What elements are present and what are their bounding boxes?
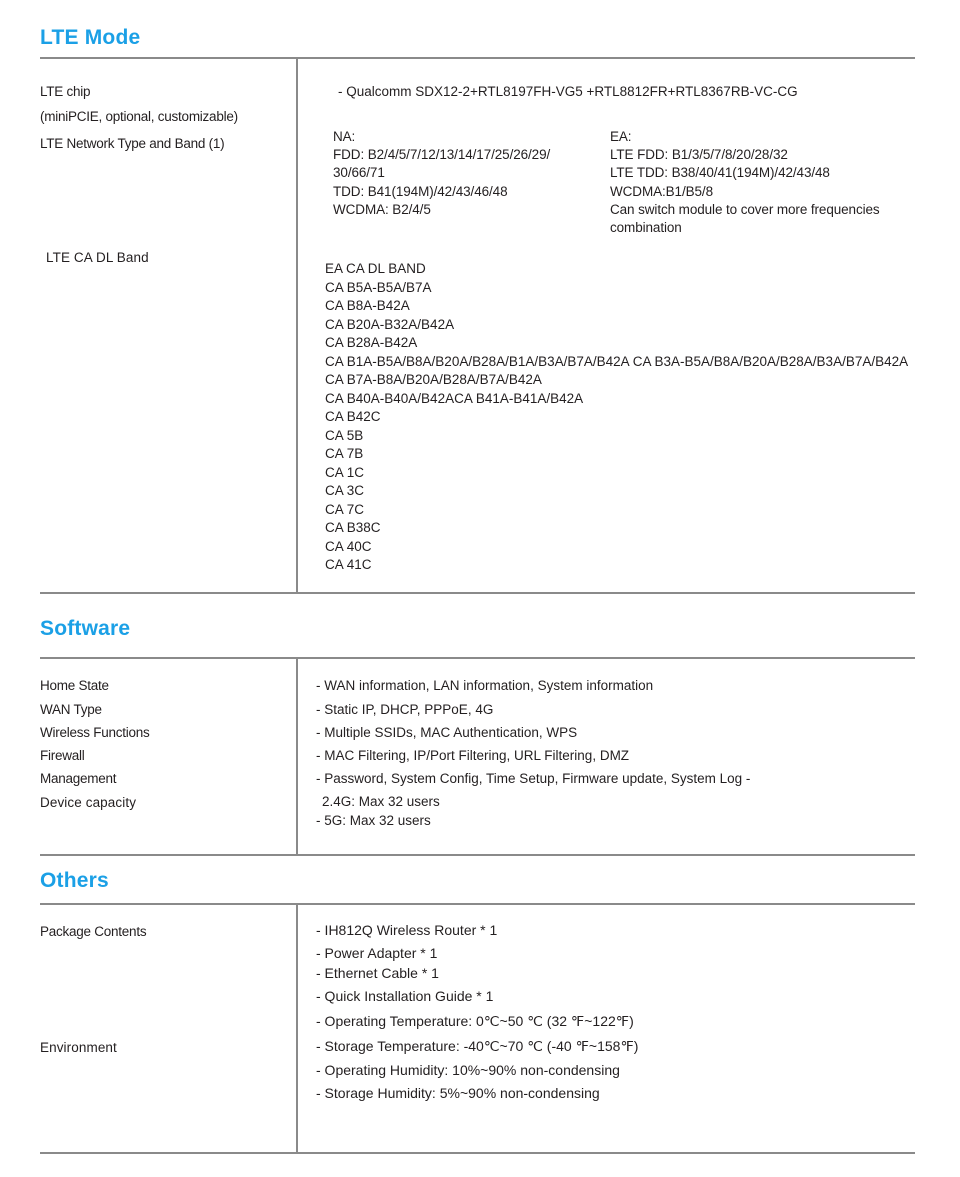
value-package-quick-guide: - Quick Installation Guide * 1 <box>316 988 494 1004</box>
ca-line-1: CA B5A-B5A/B7A <box>325 279 432 295</box>
rule-software-bottom <box>40 854 915 856</box>
ca-line-2: CA B8A-B42A <box>325 298 410 313</box>
divider-lte <box>296 59 298 593</box>
ea-line-4: combination <box>610 220 682 236</box>
ca-line-11: CA 1C <box>325 464 365 480</box>
value-operating-humidity: - Operating Humidity: 10%~90% non-condensing <box>316 1062 620 1078</box>
rule-others-top <box>40 903 915 905</box>
ca-line-16: CA 41C <box>325 557 372 572</box>
value-storage-temperature: - Storage Temperature: -40℃~70 ℃ (-40 ℉~158℉) <box>316 1038 639 1054</box>
na-line-3: WCDMA: B2/4/5 <box>333 201 431 217</box>
value-package-ethernet-cable: - Ethernet Cable * 1 <box>316 965 439 981</box>
rule-software-top <box>40 657 915 659</box>
rule-lte-bottom <box>40 592 915 594</box>
ca-line-6: CA B7A-B8A/B20A/B28A/B7A/B42A <box>325 372 542 387</box>
ca-line-15: CA 40C <box>325 538 372 554</box>
value-package-power-adapter: - Power Adapter * 1 <box>316 945 438 961</box>
label-wireless-functions: Wireless Functions <box>40 725 150 740</box>
value-storage-humidity: - Storage Humidity: 5%~90% non-condensing <box>316 1085 600 1101</box>
ca-line-10: CA 7B <box>325 446 364 461</box>
label-package-contents: Package Contents <box>40 924 147 939</box>
ea-line-0: LTE FDD: B1/3/5/7/8/20/28/32 <box>610 147 788 163</box>
value-home-state: - WAN information, LAN information, System information <box>316 678 654 693</box>
label-home-state: Home State <box>40 678 109 693</box>
rule-others-bottom <box>40 1152 915 1154</box>
divider-software <box>296 659 298 855</box>
ca-line-0: EA CA DL BAND <box>325 261 426 276</box>
ca-line-12: CA 3C <box>325 483 365 498</box>
ca-line-4: CA B28A-B42A <box>325 335 418 350</box>
label-device-capacity: Device capacity <box>40 795 137 810</box>
value-ea-block <box>610 128 940 237</box>
ca-line-13: CA 7C <box>325 501 365 517</box>
na-line-2: TDD: B41(194M)/42/43/46/48 <box>333 183 508 199</box>
label-wan-type: WAN Type <box>40 702 102 717</box>
value-wireless-functions: - Multiple SSIDs, MAC Authentication, WPS <box>316 725 578 740</box>
ea-line-2: WCDMA:B1/B5/8 <box>610 183 713 199</box>
label-firewall: Firewall <box>40 748 85 763</box>
ca-line-3: CA B20A-B32A/B42A <box>325 316 455 332</box>
ca-line-14: CA B38C <box>325 520 381 535</box>
value-operating-temperature: - Operating Temperature: 0℃~50 ℃ (32 ℉~122℉) <box>316 1013 634 1029</box>
ea-line-3: Can switch module to cover more frequencies <box>610 201 880 217</box>
value-device-capacity-24g: 2.4G: Max 32 users <box>322 794 440 809</box>
na-heading: NA: <box>333 129 356 144</box>
ca-line-5: CA B1A-B5A/B8A/B20A/B28A/B1A/B3A/B7A/B42A CA B3A-B5A/B8A/B20A/B28A/B3A/B7A/B42A <box>325 353 909 369</box>
label-lte-network-type-band: LTE Network Type and Band (1) <box>40 136 225 151</box>
section-title-lte-mode: LTE Mode <box>40 26 141 49</box>
value-package-router: - IH812Q Wireless Router * 1 <box>316 922 498 938</box>
section-title-software: Software <box>40 617 131 640</box>
value-ca-dl-band-list <box>325 260 925 575</box>
value-na-block <box>333 128 603 219</box>
value-lte-chip: - Qualcomm SDX12-2+RTL8197FH-VG5 +RTL8812FR+RTL8367RB-VC-CG <box>338 84 798 99</box>
value-wan-type: - Static IP, DHCP, PPPoE, 4G <box>316 702 494 717</box>
ea-heading: EA: <box>610 129 632 144</box>
na-line-1: 30/66/71 <box>333 165 385 181</box>
section-title-others: Others <box>40 869 109 892</box>
ca-line-7: CA B40A-B40A/B42ACA B41A-B41A/B42A <box>325 390 584 406</box>
divider-others <box>296 905 298 1153</box>
label-environment: Environment <box>40 1040 117 1055</box>
ea-line-1: LTE TDD: B38/40/41(194M)/42/43/48 <box>610 165 830 181</box>
rule-lte-top <box>40 57 915 59</box>
label-lte-chip: LTE chip <box>40 84 91 99</box>
value-firewall: - MAC Filtering, IP/Port Filtering, URL Filtering, DMZ <box>316 748 630 763</box>
value-management: - Password, System Config, Time Setup, Firmware update, System Log - <box>316 771 751 786</box>
label-lte-ca-dl-band: LTE CA DL Band <box>46 250 149 265</box>
ca-line-8: CA B42C <box>325 409 381 424</box>
ca-line-9: CA 5B <box>325 427 364 443</box>
label-lte-chip-note: (miniPCIE, optional, customizable) <box>40 109 238 124</box>
label-management: Management <box>40 771 117 786</box>
value-device-capacity-5g: - 5G: Max 32 users <box>316 813 431 828</box>
na-line-0: FDD: B2/4/5/7/12/13/14/17/25/26/29/ <box>333 147 551 163</box>
